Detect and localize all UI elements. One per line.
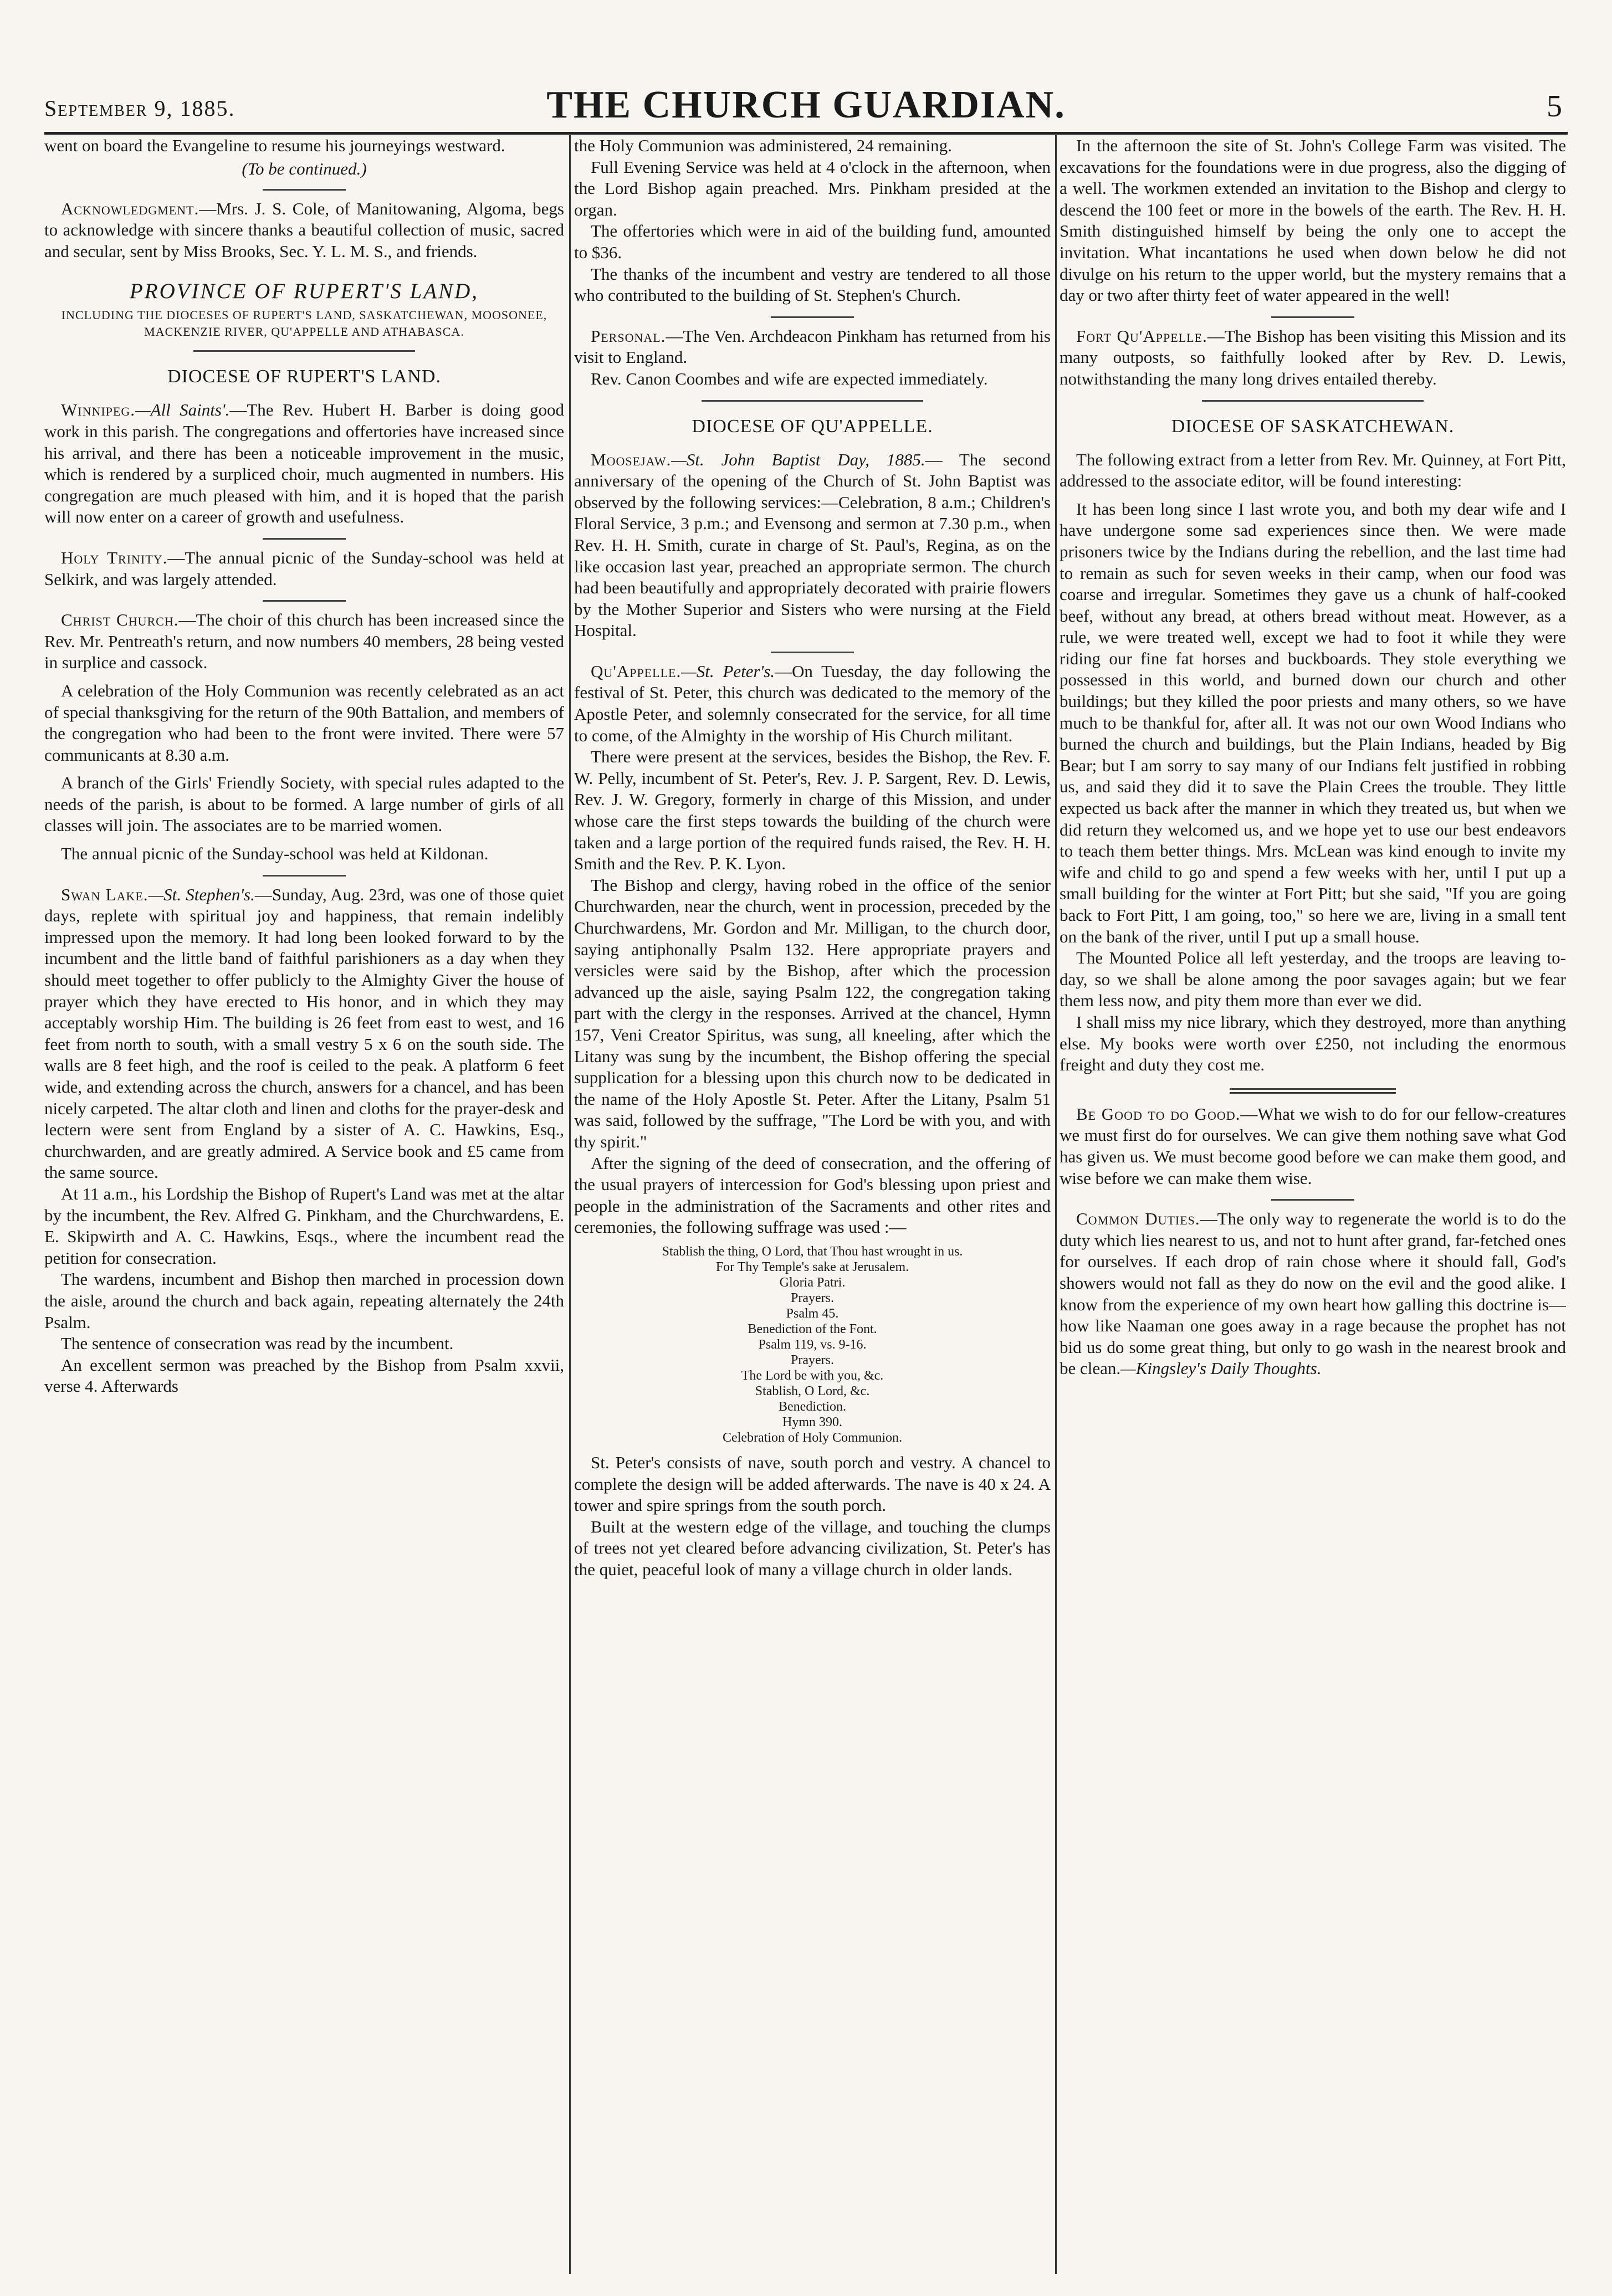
personal-paragraph <box>574 326 1051 368</box>
celebration-paragraph: A celebration of the Holy Communion was recently celebrated as an act of special thanksgiving for the return of the 90th Battalion, and members of the congregation who had been to the front were invited. There were 57 communicants at 8.30 a.m. <box>44 680 564 765</box>
swan-lake-sub: —St. Stephen's. <box>148 884 255 904</box>
holy-trinity-body: —The annual picnic of the Sunday-school was held at Selkirk, and was largely attended. <box>44 547 564 589</box>
consists-paragraph: St. Peter's consists of nave, south porch and vestry. A chancel to complete the design will be added afterwards. The nave is 40 x 24. A tower and spire springs from the south porch. <box>574 1452 1051 1515</box>
diocese-quappelle-heading: DIOCESE OF QU'APPELLE. <box>692 416 933 437</box>
christ-church-paragraph <box>44 609 564 674</box>
service-line: Prayers. <box>791 1290 834 1305</box>
service-line: Benediction. <box>779 1399 846 1414</box>
common-duties-signature: —Kingsley's Daily Thoughts. <box>1120 1359 1322 1378</box>
quappelle-body: —On Tuesday, the day following the festival of St. Peter, this church was dedicated to the memory of the Apostle Peter, and solemnly consecrated for the service, for all time to come, of the Almighty in the worship of His Church militant. <box>574 661 1051 745</box>
christ-church-head: Christ Church. <box>61 610 179 630</box>
personal-head: Personal. <box>591 326 666 346</box>
column-rule-2 <box>1055 135 1057 2274</box>
separator <box>702 400 923 402</box>
masthead <box>44 83 1568 131</box>
separator <box>1202 400 1424 402</box>
separator <box>263 538 346 540</box>
order-of-service <box>574 1244 1051 1446</box>
separator <box>263 600 346 602</box>
service-line: Stablish, O Lord, &c. <box>755 1383 870 1398</box>
separator <box>771 652 854 653</box>
personal-body: —The Ven. Archdeacon Pinkham has returned from his visit to England. <box>574 326 1051 367</box>
after-signing-paragraph: After the signing of the deed of consecration, and the offering of the usual prayers of intercession for God's blessing upon priest and people in the administration of the Sacraments and other rites and ceremonies, the following suffrage was used :— <box>574 1153 1051 1237</box>
sentence-paragraph: The sentence of consecration was read by the incumbent. <box>61 1334 454 1354</box>
christ-church-body: —The choir of this church has been increased since the Rev. Mr. Pentreath's return, and now numbers 40 members, 28 being vested in surplice and cassock. <box>44 610 564 673</box>
winnipeg-body: —The Rev. Hubert H. Barber is doing good work in this parish. The congregations and offertories have increased since his arrival, and there has been a noticeable improvement in the music, which is rendered by a surpliced choir, much augmented in numbers. His congregation are much pleased with him, and it is hoped that the parish will now enter on a career of growth and usefulness. <box>44 400 564 527</box>
service-line: Gloria Patri. <box>779 1275 846 1290</box>
offertories-paragraph: The offertories which were in aid of the building fund, amounted to $36. <box>574 221 1051 262</box>
service-line: The Lord be with you, &c. <box>741 1368 884 1383</box>
common-duties-body: —The only way to regenerate the world is to do the duty which lies nearest to us, and not to hunt after grand, far-fetched ones for ourselves. If each drop of rain chose where it should fall, God's showers would not fall as they do now on the evil and the good alike. I know from the experience of my own heart how galling this doctrine is—how like Naaman one goes away in a rage because the prophet has not bid us do some great thing, but only to go wash in the nearest brook and be clean. <box>1060 1209 1566 1378</box>
double-separator <box>1230 1088 1396 1094</box>
swan-lake-paragraph <box>44 884 564 1183</box>
province-title: PROVINCE OF RUPERT'S LAND, <box>129 279 479 304</box>
be-good-head: Be Good to do Good. <box>1076 1104 1241 1124</box>
extract-paragraph: The following extract from a letter from Rev. Mr. Quinney, at Fort Pitt, addressed to the associate editor, will be found interesting: <box>1060 449 1566 491</box>
be-good-paragraph <box>1060 1104 1566 1189</box>
issue-date: September 9, 1885. <box>44 96 236 121</box>
service-line: Celebration of Holy Communion. <box>723 1430 902 1445</box>
service-line: Stablish the thing, O Lord, that Thou hast wrought in us. <box>662 1244 963 1259</box>
separator <box>263 875 346 877</box>
canon-paragraph: Rev. Canon Coombes and wife are expected immediately. <box>591 368 988 388</box>
moosejaw-head: Moosejaw. <box>591 449 672 469</box>
swan-lake-head: Swan Lake. <box>61 884 149 904</box>
province-subtitle: INCLUDING THE DIOCESES OF RUPERT'S LAND, SASKATCHEWAN, MOOSONEE, MACKENZIE RIVER, QU'APPELLE AND ATHABASCA. <box>61 308 547 339</box>
letter-paragraph-1: It has been long since I last wrote you, and both my dear wife and I have undergone some sad experiences since then. We were made prisoners twice by the Indians during the rebellion, and the last time had to remain as such for seven weeks in their camp, when our food was coarse and irregular. Sometimes they gave us a chunk of half-cooked beef, without any bread, at others bread without meat. However, as a rule, we were treated well, except we had to foot it while they were riding our fine fat horses and buckboards. They stole everything we possessed in this world, and burned down our church and other buildings; but they killed the poor priests and many others, so we have much to be thankful for, after all. It was not our own Wood Indians who burned the church and buildings, but the Plain Indians, headed by Big Bear; but I am sorry to say many of our Indians felt justified in robbing us, and said they did it to save the Plain Crees the trouble. They little expected us back after the manner in which they treated us, but when we did return they welcomed us, and we hope yet to use our best endeavors to teach them better things. Mrs. McLean was kind enough to invite my wife and child to go and spend a few weeks with her, until I put up a small building for the winter at Fort Pitt; but she said, "If you are going back to Fort Pitt, I am going, too," so here we are, living in a small tent on the bank of the river, until I put up a small house. <box>1060 499 1566 946</box>
picnic-paragraph: The annual picnic of the Sunday-school was held at Kildonan. <box>61 844 489 864</box>
fort-quappelle-head: Fort Qu'Appelle. <box>1076 326 1207 346</box>
sermon-paragraph: An excellent sermon was preached by the Bishop from Psalm xxvii, verse 4. Afterwards <box>44 1355 564 1396</box>
column-rule-1 <box>569 135 571 2274</box>
common-duties-paragraph <box>1060 1208 1566 1380</box>
wardens-paragraph: The wardens, incumbent and Bishop then marched in procession down the aisle, around the church and back again, repeating alternately the 24th Psalm. <box>44 1269 564 1332</box>
service-line: Psalm 45. <box>786 1306 839 1321</box>
diocese-rupert-heading: DIOCESE OF RUPERT'S LAND. <box>167 366 441 387</box>
masthead-rule <box>44 132 1568 135</box>
moosejaw-body: — The second anniversary of the opening of the Church of St. John Baptist was observed by the following services:—Celebration, 8 a.m.; Children's Floral Service, 3 p.m.; and Evensong and sermon at 7.30 p.m., when Rev. H. H. Smith, curate in charge of St. Paul's, Regina, as on the like occasion last year, preached an appropriate sermon. The church had been beautifully and appropriately decorated with prairie flowers by the Mother Superior and Sisters who were nursing at the Field Hospital. <box>574 449 1051 640</box>
to-be-continued: (To be continued.) <box>242 158 367 178</box>
separator <box>1271 316 1354 318</box>
built-paragraph: Built at the western edge of the village, and touching the clumps of trees not yet cleared before advancing civilization, St. Peter's has the quiet, peaceful look of many a village church in older lands. <box>574 1516 1051 1579</box>
moosejaw-paragraph <box>574 449 1051 642</box>
holy-trinity-paragraph <box>44 547 564 590</box>
column-1 <box>44 135 564 2274</box>
page-number: 5 <box>1547 89 1562 124</box>
gfs-paragraph: A branch of the Girls' Friendly Society, with special rules adapted to the needs of the parish, is about to be formed. A large number of girls of all classes will join. The associates are to be married women. <box>44 773 564 836</box>
column-3 <box>1060 135 1566 2274</box>
newspaper-title: THE CHURCH GUARDIAN. <box>546 84 1066 126</box>
common-duties-head: Common Duties. <box>1076 1209 1200 1229</box>
winnipeg-sub: —All Saints'. <box>135 400 230 420</box>
acknowledgment-paragraph <box>44 198 564 263</box>
fort-quappelle-paragraph <box>1060 326 1566 390</box>
swan-lake-body: —Sunday, Aug. 23rd, was one of those quiet days, replete with spiritual joy and happiness, that remain indelibly impressed upon the memory. It had long been looked forward to by the incumbent and the little band of faithful parishioners as a day when they should meet together to offer publicly to the Almighty Giver the house of prayer which they have erected to His honor, and in which they may acceptably worship Him. The building is 26 feet from east to west, and 16 feet from north to south, with a small vestry 5 x 6 on the south side. The walls are 8 feet high, and the roof is ceiled to the peak. A platform 6 feet wide, and extending across the church, answers for a chancel, and has been nicely carpeted. The altar cloth and linen and cloths for the prayer-desk and lectern were sent from England by a sister of A. C. Hawkins, Esq., churchwarden, and are greatly admired. A Service book and £5 came from the same source. <box>44 884 564 1182</box>
opening-paragraph: went on board the Evangeline to resume his journeyings westward. <box>44 136 505 155</box>
winnipeg-paragraph <box>44 399 564 528</box>
thanks-paragraph: The thanks of the incumbent and vestry are tendered to all those who contributed to the building of St. Stephen's Church. <box>574 264 1051 305</box>
service-line: Prayers. <box>791 1352 834 1367</box>
separator <box>1271 1199 1354 1201</box>
be-good-body: —What we wish to do for our fellow-creatures we must first do for ourselves. We can give them nothing save what God has given us. We must become good before we can make them good, and wise before we can make them wise. <box>1060 1104 1566 1188</box>
fort-quappelle-body: —The Bishop has been visiting this Mission and its many outposts, so faithfully looked after by Rev. D. Lewis, notwithstanding the many long drives entailed thereby. <box>1060 326 1566 388</box>
letter-paragraph-3: I shall miss my nice library, which they destroyed, more than anything else. My books were worth over £250, not including the enormous freight and duty they cost me. <box>1060 1012 1566 1075</box>
holy-trinity-head: Holy Trinity. <box>61 547 168 567</box>
afternoon-paragraph: In the afternoon the site of St. John's College Farm was visited. The excavations for the foundations were in due progress, also the digging of a well. The workmen extended an invitation to the Bishop and clergy to descend the 100 feet or more in the bowels of the earth. The Rev. H. H. Smith distinguished himself by being the only one to accept the invitation. What incantations he used when down below he did not divulge on his return to the upper world, but the mystery remains that a day or two after thirty feet of water appeared in the well! <box>1060 136 1566 305</box>
separator <box>263 189 346 191</box>
acknowledgment-body: —Mrs. J. S. Cole, of Manitowaning, Algoma, begs to acknowledge with sincere thanks a beautiful collection of music, sacred and secular, sent by Miss Brooks, Sec. Y. L. M. S., and friends. <box>44 198 564 261</box>
service-line: Benediction of the Font. <box>748 1321 877 1336</box>
service-line: Hymn 390. <box>782 1414 842 1429</box>
winnipeg-head: Winnipeg. <box>61 400 135 420</box>
diocese-saskatchewan-heading: DIOCESE OF SASKATCHEWAN. <box>1171 416 1455 437</box>
full-evening-paragraph: Full Evening Service was held at 4 o'clock in the afternoon, when the Lord Bishop again preached. Mrs. Pinkham presided at the organ. <box>574 157 1051 219</box>
continuation-paragraph: the Holy Communion was administered, 24 remaining. <box>574 136 952 155</box>
moosejaw-sub: —St. John Baptist Day, 1885. <box>671 449 925 469</box>
quappelle-head: Qu'Appelle. <box>591 661 682 681</box>
quappelle-paragraph <box>574 661 1051 746</box>
quappelle-sub: —St. Peter's. <box>681 661 775 681</box>
separator <box>771 316 854 318</box>
at-eleven-paragraph: At 11 a.m., his Lordship the Bishop of Rupert's Land was met at the altar by the incumbent, the Rev. Alfred G. Pinkham, and the Churchwardens, E. E. Skipwirth and A. C. Hawkins, Esqs., where the incumbent read the petition for consecration. <box>44 1183 564 1268</box>
letter-paragraph-2: The Mounted Police all left yesterday, and the troops are leaving to-day, so we shall be alone among the poor savages again; but we fear them less now, and pity them more than ever we did. <box>1060 948 1566 1011</box>
service-line: For Thy Temple's sake at Jerusalem. <box>715 1259 909 1274</box>
service-line: Psalm 119, vs. 9-16. <box>758 1337 867 1352</box>
column-2 <box>574 135 1051 2274</box>
present-paragraph: There were present at the services, besides the Bishop, the Rev. F. W. Pelly, incumbent of St. Peter's, Rev. J. P. Sargent, Rev. D. Lewis, Rev. J. W. Gregory, formerly in charge of this Mission, and under whose care the first steps towards the building of the church were taken and a large portion of the required funds raised, the Rev. H. H. Smith and the Rev. P. K. Lyon. <box>574 747 1051 874</box>
robed-paragraph: The Bishop and clergy, having robed in the office of the senior Churchwarden, near the church, went in procession, preceded by the Churchwardens, Mr. Gordon and Mr. Milligan, to the church door, saying antiphonally Psalm 132. Here appropriate prayers and versicles were said by the Bishop, after which the procession advanced up the aisle, saying Psalm 122, the congregation taking part with the clergy in the responses. Arrived at the chancel, Hymn 157, Veni Creator Spiritus, was sung, all kneeling, after which the Litany was sung by the incumbent, the Bishop offering the special supplication for a blessing upon this church now to be dedicated in the name of the Holy Apostle St. Peter. After the Litany, Psalm 51 was said, followed by the suffrage, "The Lord be with you, and with thy spirit." <box>574 875 1051 1151</box>
acknowledgment-head: Acknowledgment. <box>61 198 199 218</box>
separator <box>193 350 415 352</box>
